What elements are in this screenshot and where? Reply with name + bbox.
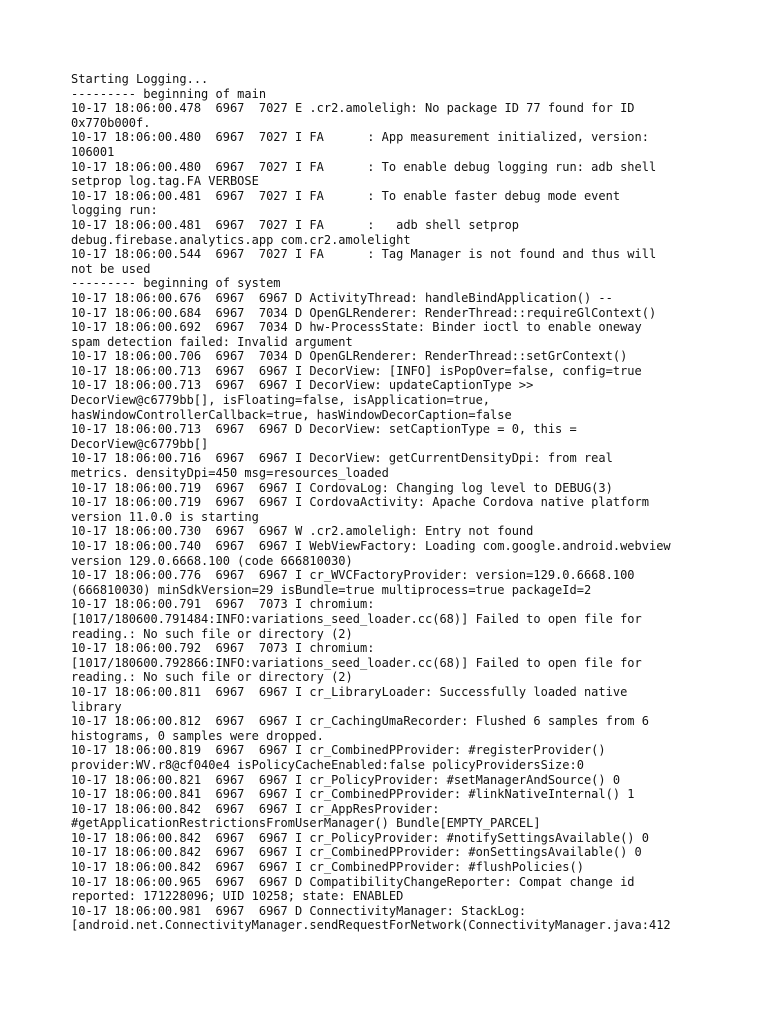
log-line: reported: 171228096; UID 10258; state: ENABLED (71, 889, 404, 904)
log-line: 10-17 18:06:00.478 6967 7027 E .cr2.amoleligh: No package ID 77 found for ID (71, 101, 635, 116)
log-line: #getApplicationRestrictionsFromUserManager() Bundle[EMPTY_PARCEL] (71, 816, 541, 831)
log-line: [1017/180600.791484:INFO:variations_seed_loader.cc(68)] Failed to open file for (71, 611, 642, 626)
log-line: 10-17 18:06:00.481 6967 7027 I FA : To enable faster debug mode event (71, 188, 621, 203)
log-line: version 129.0.6668.100 (code 666810030) (71, 553, 353, 568)
log-document (71, 72, 701, 933)
log-line: 106001 (71, 144, 115, 159)
log-line: 10-17 18:06:00.819 6967 6967 I cr_CombinedPProvider: #registerProvider() (71, 743, 606, 758)
log-line: 10-17 18:06:00.480 6967 7027 I FA : App measurement initialized, version: (71, 130, 649, 145)
log-line: logging run: (71, 203, 158, 218)
log-line: 10-17 18:06:00.776 6967 6967 I cr_WVCFactoryProvider: version=129.0.6668.100 (71, 568, 635, 583)
log-line: 10-17 18:06:00.716 6967 6967 I DecorView: getCurrentDensityDpi: from real (71, 451, 613, 466)
log-line: [android.net.ConnectivityManager.sendRequestForNetwork(ConnectivityManager.java:412 (71, 918, 671, 933)
log-line: 10-17 18:06:00.692 6967 7034 D hw-ProcessState: Binder ioctl to enable oneway (71, 320, 642, 335)
log-line: histograms, 0 samples were dropped. (71, 728, 324, 743)
log-line: 10-17 18:06:00.706 6967 7034 D OpenGLRenderer: RenderThread::setGrContext() (71, 349, 628, 364)
log-line: 10-17 18:06:00.684 6967 7034 D OpenGLRenderer: RenderThread::requireGlContext() (71, 305, 657, 320)
log-line: debug.firebase.analytics.app com.cr2.amolelight (71, 232, 411, 247)
log-line: not be used (71, 261, 151, 276)
log-line: setprop log.tag.FA VERBOSE (71, 174, 259, 189)
log-line: 0x770b000f. (71, 115, 151, 130)
log-line: spam detection failed: Invalid argument (71, 334, 353, 349)
log-line: --------- beginning of main (71, 86, 267, 101)
log-line: 10-17 18:06:00.719 6967 6967 I CordovaActivity: Apache Cordova native platform (71, 495, 649, 510)
log-line: library (71, 699, 122, 714)
log-line: 10-17 18:06:00.965 6967 6967 D CompatibilityChangeReporter: Compat change id (71, 874, 635, 889)
log-line: metrics. densityDpi=450 msg=resources_loaded (71, 466, 389, 481)
log-line: 10-17 18:06:00.821 6967 6967 I cr_PolicyProvider: #setManagerAndSource() 0 (71, 772, 621, 787)
log-line: 10-17 18:06:00.713 6967 6967 I DecorView: updateCaptionType >> (71, 378, 534, 393)
log-line: 10-17 18:06:00.981 6967 6967 D ConnectivityManager: StackLog: (71, 903, 527, 918)
log-line: Starting Logging... (71, 72, 209, 86)
log-line: 10-17 18:06:00.811 6967 6967 I cr_LibraryLoader: Successfully loaded native (71, 684, 628, 699)
log-line: 10-17 18:06:00.480 6967 7027 I FA : To enable debug logging run: adb shell (71, 159, 657, 174)
log-line: 10-17 18:06:00.713 6967 6967 I DecorView: [INFO] isPopOver=false, config=true (71, 363, 642, 378)
log-line: reading.: No such file or directory (2) (71, 670, 353, 685)
log-line: (666810030) minSdkVersion=29 isBundle=true multiprocess=true packageId=2 (71, 582, 592, 597)
log-line: provider:WV.r8@cf040e4 isPolicyCacheEnabled:false policyProvidersSize:0 (71, 757, 584, 772)
log-line: 10-17 18:06:00.842 6967 6967 I cr_CombinedPProvider: #onSettingsAvailable() 0 (71, 845, 642, 860)
log-line: [1017/180600.792866:INFO:variations_seed_loader.cc(68)] Failed to open file for (71, 655, 642, 670)
log-line: 10-17 18:06:00.842 6967 6967 I cr_PolicyProvider: #notifySettingsAvailable() 0 (71, 830, 649, 845)
log-line: 10-17 18:06:00.842 6967 6967 I cr_CombinedPProvider: #flushPolicies() (71, 860, 584, 875)
log-line: 10-17 18:06:00.792 6967 7073 I chromium: (71, 641, 375, 656)
log-line: 10-17 18:06:00.812 6967 6967 I cr_CachingUmaRecorder: Flushed 6 samples from 6 (71, 714, 649, 729)
log-line: 10-17 18:06:00.730 6967 6967 W .cr2.amoleligh: Entry not found (71, 524, 534, 539)
log-line: 10-17 18:06:00.842 6967 6967 I cr_AppResProvider: (71, 801, 440, 816)
log-line: 10-17 18:06:00.676 6967 6967 D ActivityThread: handleBindApplication() -- (71, 290, 613, 305)
log-line: DecorView@c6779bb[] (71, 436, 209, 451)
log-line: reading.: No such file or directory (2) (71, 626, 353, 641)
log-line: 10-17 18:06:00.544 6967 7027 I FA : Tag Manager is not found and thus will (71, 247, 657, 262)
log-line: 10-17 18:06:00.841 6967 6967 I cr_CombinedPProvider: #linkNativeInternal() 1 (71, 787, 635, 802)
log-line: 10-17 18:06:00.713 6967 6967 D DecorView: setCaptionType = 0, this = (71, 422, 577, 437)
log-line: 10-17 18:06:00.719 6967 6967 I CordovaLog: Changing log level to DEBUG(3) (71, 480, 613, 495)
log-line: DecorView@c6779bb[], isFloating=false, isApplication=true, (71, 393, 491, 408)
log-line: 10-17 18:06:00.791 6967 7073 I chromium: (71, 597, 375, 612)
log-line: 10-17 18:06:00.481 6967 7027 I FA : adb shell setprop (71, 217, 519, 232)
log-line: 10-17 18:06:00.740 6967 6967 I WebViewFactory: Loading com.google.android.webview (71, 539, 671, 553)
log-line: version 11.0.0 is starting (71, 509, 259, 524)
log-line: --------- beginning of system (71, 276, 281, 291)
log-line: hasWindowControllerCallback=true, hasWindowDecorCaption=false (71, 407, 512, 422)
